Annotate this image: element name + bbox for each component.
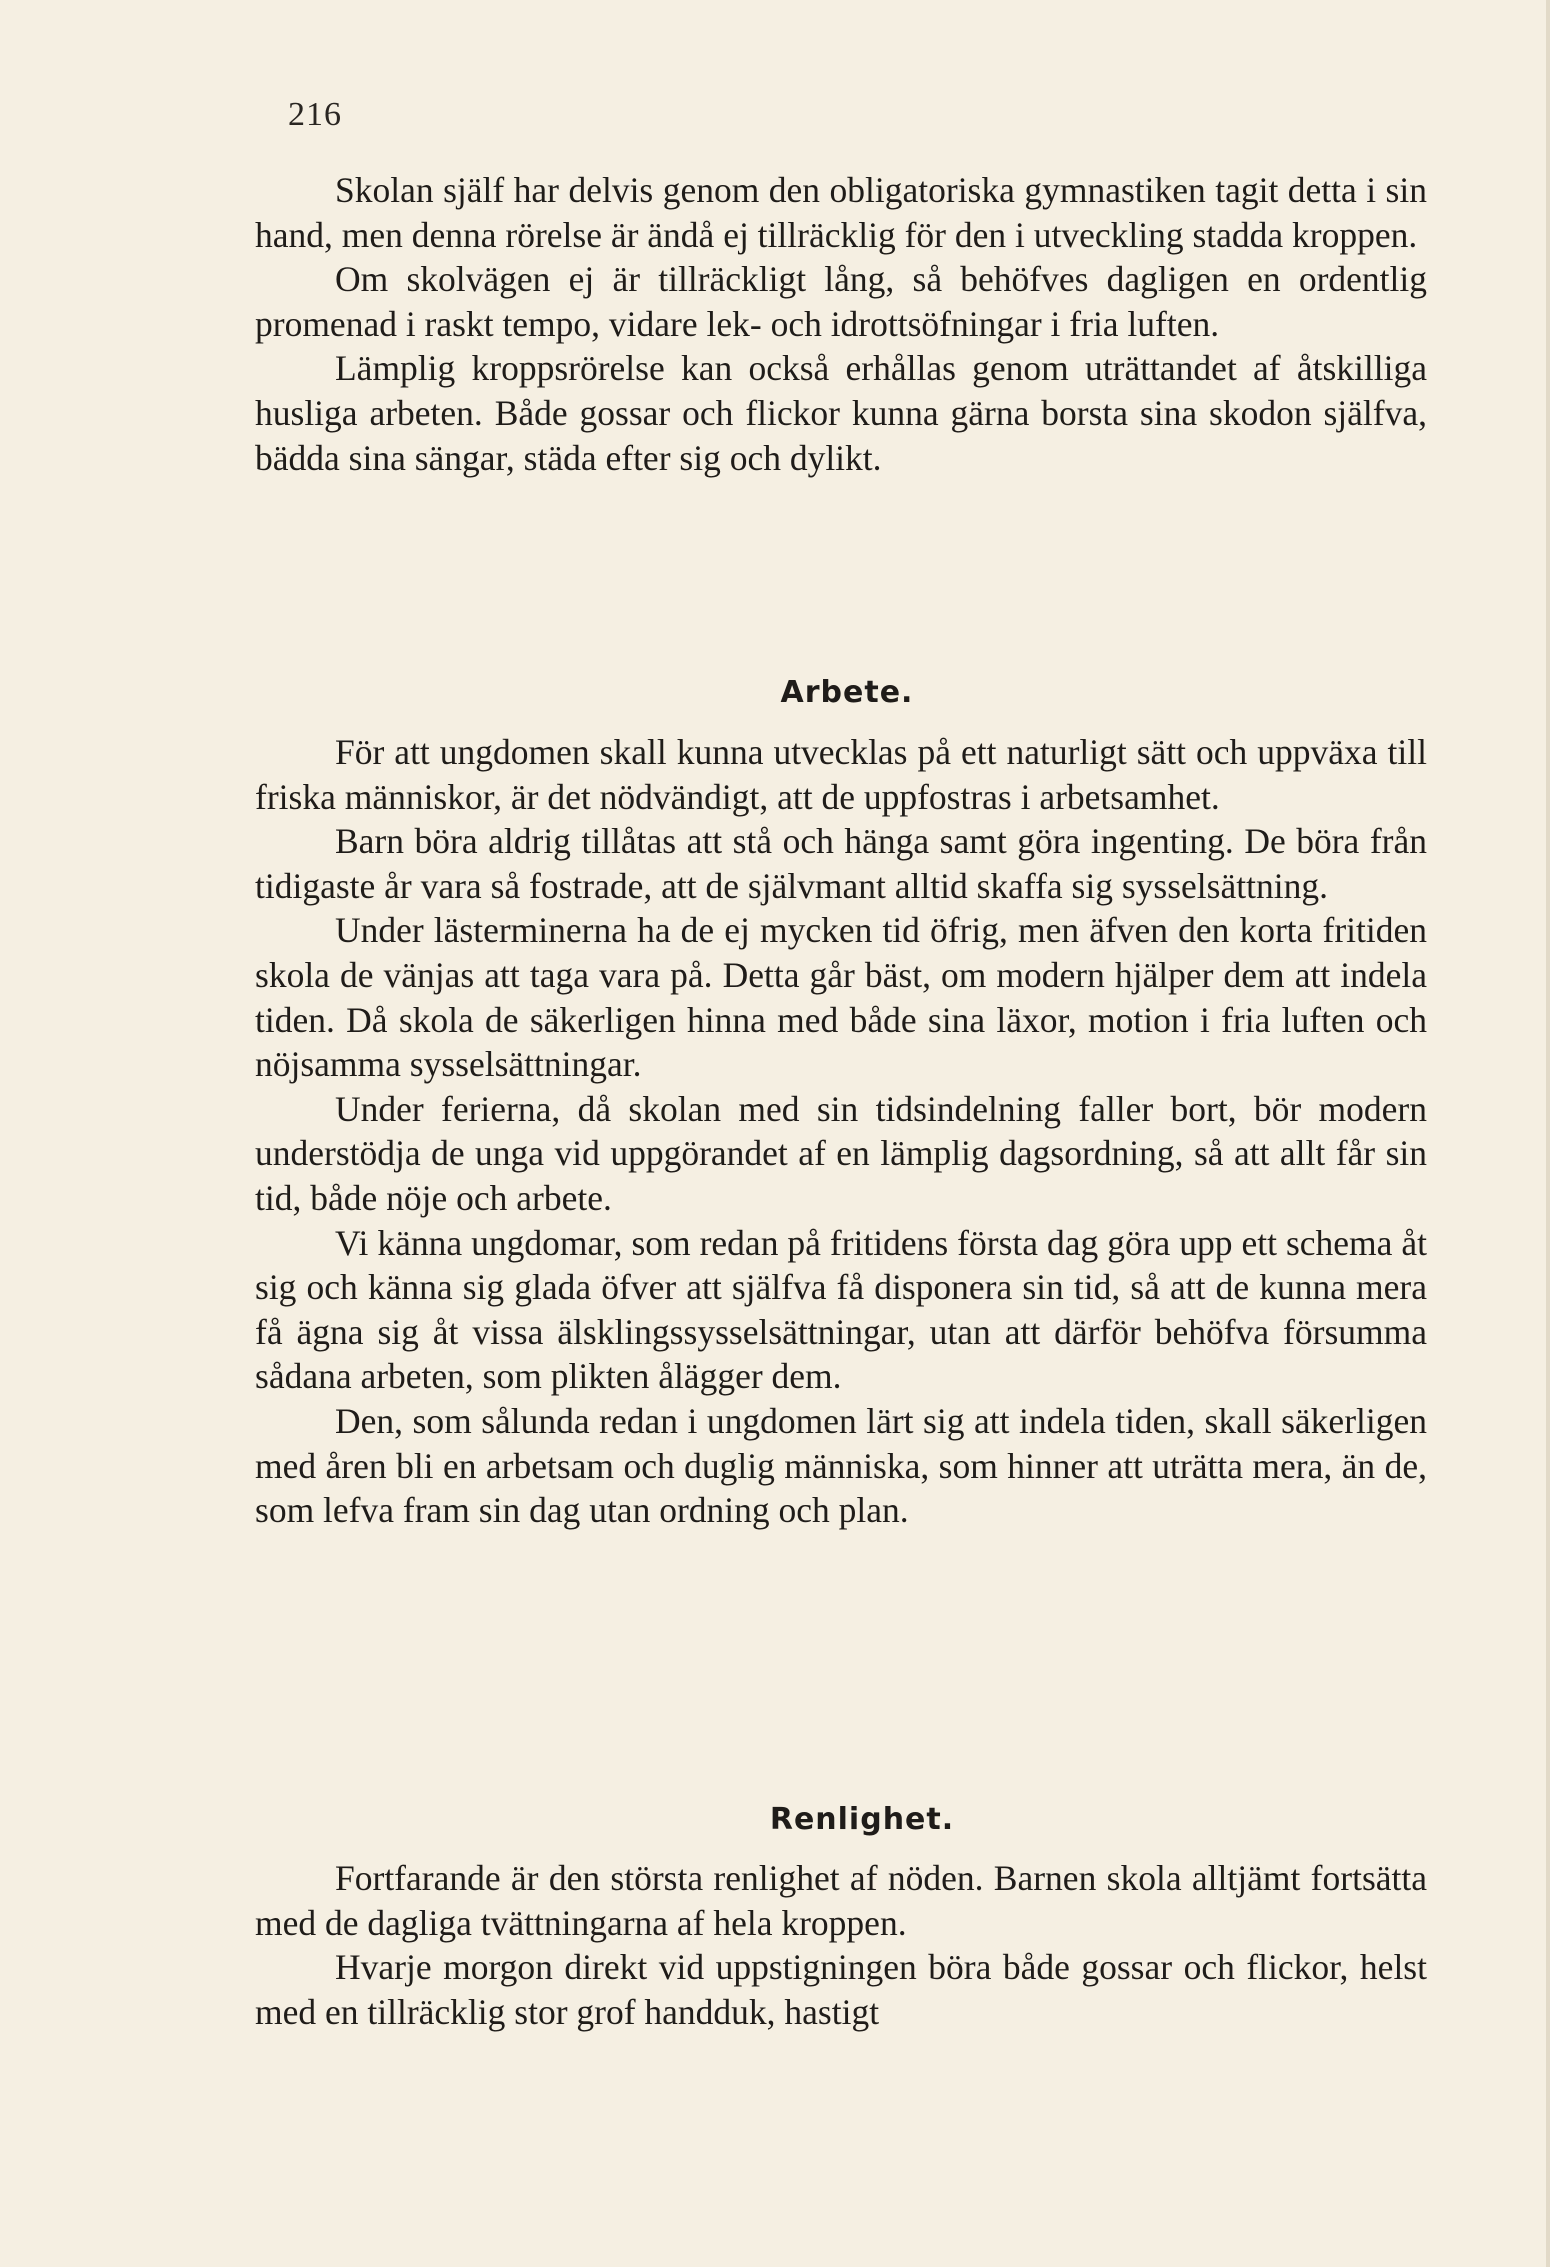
section-heading-renlighet: Renlighet. [769, 1802, 955, 1837]
paragraph: Hvarje morgon direkt vid uppstigningen böra både gossar och flickor, helst med en tillräcklig stor grof handduk, hastigt [255, 1947, 1427, 2032]
section-heading-arbete: Arbete. [780, 675, 914, 710]
paragraph: Lämplig kroppsrörelse kan också erhållas genom uträttandet af åtskilliga husliga arbeten. Både gossar och flickor kunna gärna borsta sina skodon själfva, bädda sina sängar, städa efter sig och dylikt. [255, 348, 1427, 478]
paragraph: Skolan själf har delvis genom den obligatoriska gymnastiken tagit detta i sin hand, men denna rörelse är ändå ej tillräcklig för den i utveckling stadda kroppen. [255, 170, 1427, 255]
paragraph: Fortfarande är den största renlighet af nöden. Barnen skola alltjämt fortsätta med de dagliga tvättningarna af hela kroppen. [255, 1858, 1427, 1943]
paragraph: Vi känna ungdomar, som redan på fritidens första dag göra upp ett schema åt sig och känna sig glada öfver att själfva få disponera sin tid, så att de kunna mera få ägna sig åt vissa älsklingssysselsättningar, utan att därför behöfva försumma sådana arbeten, som plikten ålägger dem. [255, 1222, 1427, 1397]
paragraph: Under ferierna, då skolan med sin tidsindelning faller bort, bör modern understödja de unga vid uppgörandet af en lämplig dagsordning, så att allt får sin tid, både nöje och arbete. [255, 1088, 1427, 1218]
section-body-arbete [255, 730, 1427, 1533]
paragraph: För att ungdomen skall kunna utvecklas på ett naturligt sätt och uppväxa till friska människor, är det nödvändigt, att de uppfostras i arbetsamhet. [255, 732, 1427, 817]
paragraph: Barn böra aldrig tillåtas att stå och hänga samt göra ingenting. De böra från tidigaste år vara så fostrade, att de självmant alltid skaffa sig sysselsättning. [255, 821, 1427, 906]
section-body-renlighet [255, 1856, 1427, 2034]
page-number: 216 [288, 96, 342, 133]
paragraph: Om skolvägen ej är tillräckligt lång, så behöfves dagligen en ordentlig promenad i raskt tempo, vidare lek- och idrottsöfningar i fria luften. [255, 259, 1427, 344]
paragraph: Den, som sålunda redan i ungdomen lärt sig att indela tiden, skall säkerligen med åren bli en arbetsam och duglig människa, som hinner att uträtta mera, än de, som lefva fram sin dag utan ordning och plan. [255, 1400, 1427, 1531]
paragraph: Under lästerminerna ha de ej mycken tid öfrig, men äfven den korta fritiden skola de vänjas att taga vara på. Detta går bäst, om modern hjälper dem att indela tiden. Då skola de säkerligen hinna med både sina läxor, motion i fria luften och nöjsamma sysselsättningar. [255, 910, 1427, 1085]
section-body-exercise [255, 168, 1427, 480]
